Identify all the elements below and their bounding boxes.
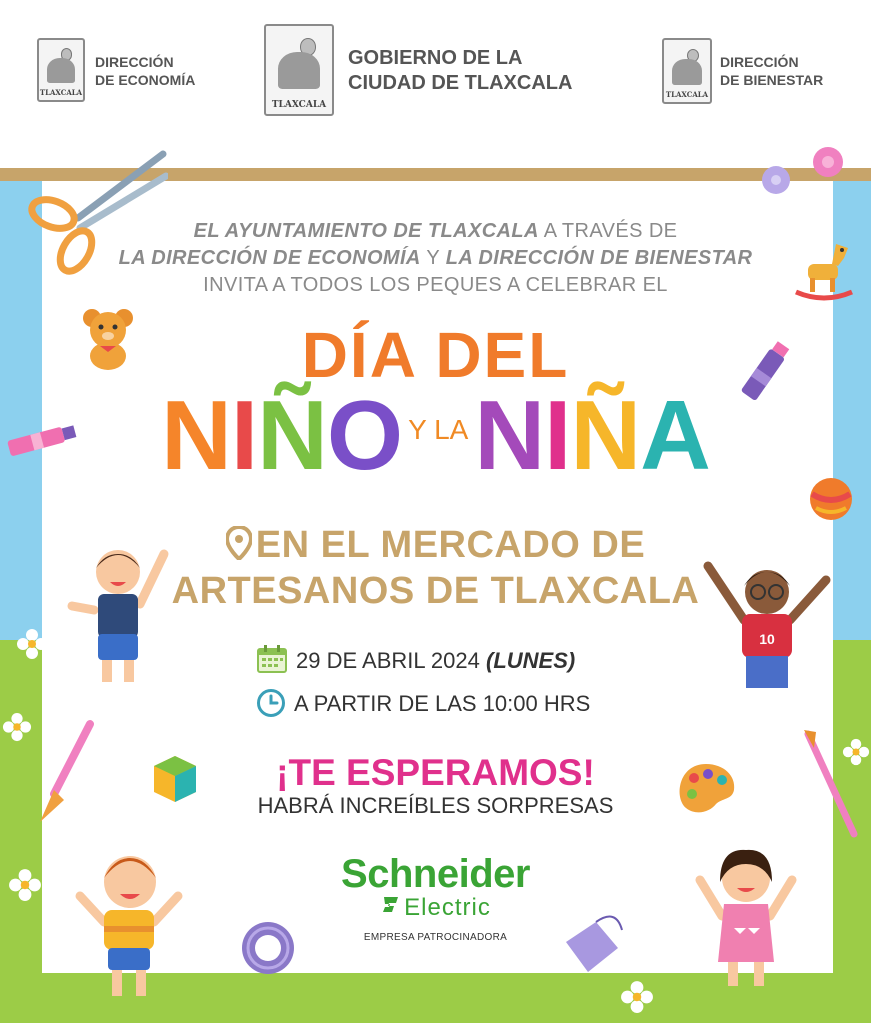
- palette-icon: [674, 760, 738, 818]
- cta-headline: ¡TE ESPERAMOS!: [276, 752, 595, 793]
- economia-seal-logo: TLAXCALA: [37, 38, 85, 102]
- cta-subline: HABRÁ INCREÍBLES SORPRESAS: [257, 793, 614, 818]
- title-letter: A: [640, 380, 710, 490]
- government-seal-logo: TLAXCALA: [264, 24, 334, 116]
- venue-text: EN EL MERCADO DE ARTESANOS DE TLAXCALA: [171, 524, 700, 612]
- date-row: 29 DE ABRIL 2024 (LUNES): [256, 644, 575, 674]
- paintbrush-icon: [20, 718, 100, 828]
- girl-character-icon: [702, 560, 832, 696]
- bienestar-label: DIRECCIÓN DE BIENESTAR: [720, 54, 824, 88]
- header-bar: [0, 0, 871, 168]
- flower-icon: [620, 980, 654, 1014]
- shirt-number: 10: [759, 631, 775, 647]
- tag-icon: [556, 912, 628, 982]
- scissors-icon: [18, 146, 168, 276]
- tape-icon: [238, 918, 298, 978]
- title-letter: Ñ: [570, 380, 641, 490]
- calendar-icon: [256, 644, 288, 674]
- paint-tube-icon: [2, 418, 82, 462]
- title-line1: DÍA DEL: [301, 319, 570, 391]
- government-label: GOBIERNO DE LA CIUDAD DE TLAXCALA: [348, 47, 573, 94]
- title-letter: N: [161, 380, 231, 490]
- ball-icon: [808, 476, 854, 522]
- paint-tube-icon: [730, 334, 802, 410]
- title-letter: O: [326, 380, 403, 490]
- title-letter: Ñ: [257, 380, 327, 490]
- schneider-mark-icon: [380, 894, 402, 918]
- dice-icon: [152, 754, 198, 804]
- boy-character-icon: [70, 848, 190, 1004]
- title-connector: Y LA: [408, 414, 469, 445]
- intro-text: EL AYUNTAMIENTO DE TLAXCALA A TRAVÉS DE LA DIRECCIÓN DE ECONOMÍA Y LA DIRECCIÓN DE BIENESTAR INVITA A TODOS LOS PEQUES A CELEBRAR EL: [118, 220, 753, 296]
- sponsor-caption: EMPRESA PATROCINADORA: [363, 932, 508, 943]
- location-pin-icon: [226, 526, 252, 560]
- buttons-icon: [758, 140, 848, 200]
- teddy-bear-icon: [78, 306, 138, 370]
- girl-character-icon: [690, 844, 802, 994]
- sponsor-logo-sub: Electric: [0, 894, 871, 922]
- title-letter: I: [544, 380, 571, 490]
- title-letter: N: [474, 380, 545, 490]
- title-letter: I: [230, 380, 258, 490]
- clock-icon: [256, 688, 286, 718]
- flower-icon: [842, 738, 870, 766]
- flower-icon: [8, 868, 42, 902]
- rocking-horse-icon: [792, 236, 856, 302]
- boy-character-icon: [66, 540, 176, 690]
- flower-icon: [2, 712, 32, 742]
- time-row: A PARTIR DE LAS 10:00 HRS: [256, 688, 590, 718]
- sponsor-logo-name: Schneider: [341, 852, 530, 896]
- bienestar-seal-logo: TLAXCALA: [662, 38, 712, 104]
- flower-icon: [16, 628, 48, 660]
- economia-label: DIRECCIÓN DE ECONOMÍA: [95, 54, 196, 88]
